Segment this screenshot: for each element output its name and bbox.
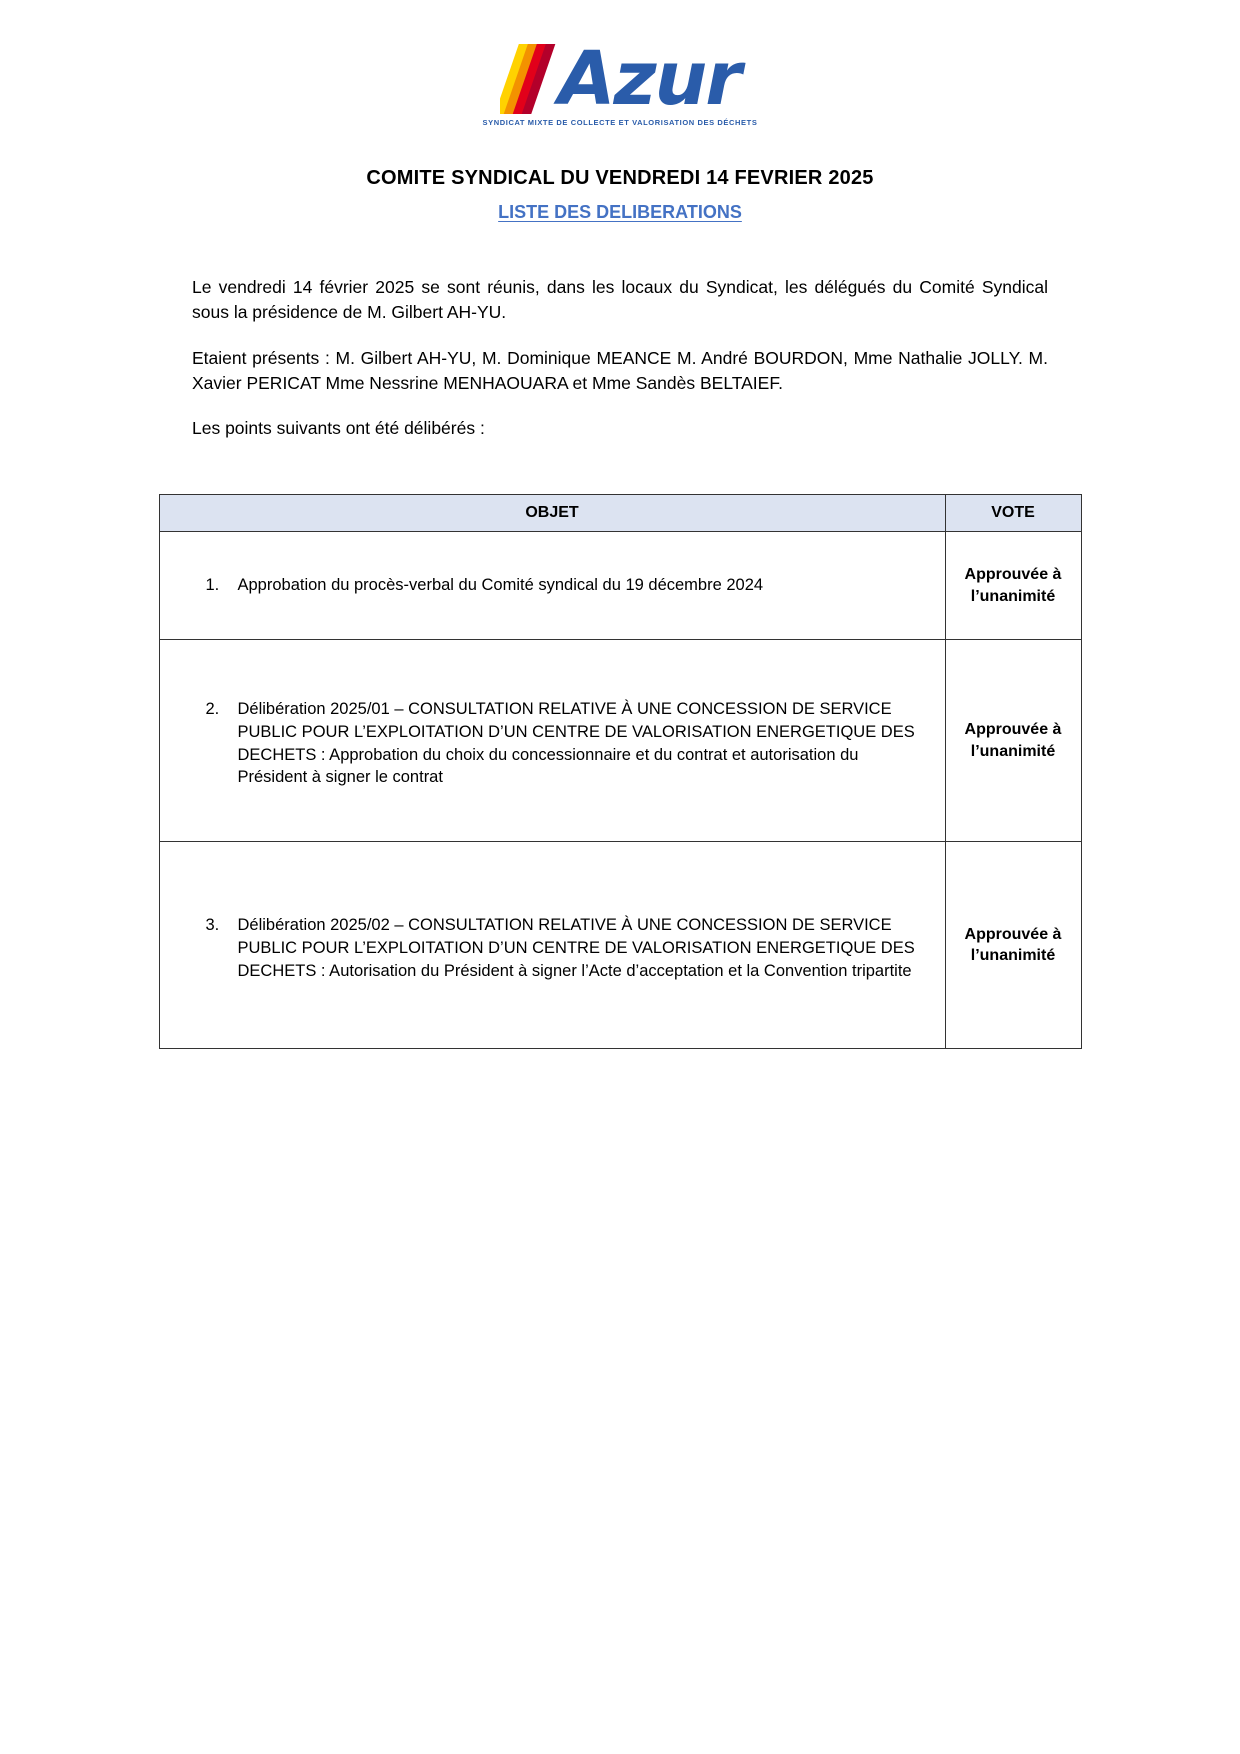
- deliberations-table: [159, 494, 1082, 1049]
- intro-section: [192, 275, 1048, 441]
- intro-paragraph-2: Etaient présents : M. Gilbert AH-YU, M. Dominique MEANCE M. André BOURDON, Mme Nathalie JOLLY. M. Xavier PERICAT Mme Nessrine MENHAOUARA et Mme Sandès BELTAIEF.: [192, 347, 1048, 393]
- objet-cell: [159, 640, 945, 842]
- item-number: 2.: [205, 700, 220, 719]
- page-title: COMITE SYNDICAL DU VENDREDI 14 FEVRIER 2025: [366, 167, 874, 189]
- intro-paragraph-1: Le vendredi 14 février 2025 se sont réunis, dans les locaux du Syndicat, les délégués du Comité Syndical sous la présidence de M. Gilbert AH-YU.: [192, 277, 1048, 322]
- vote-cell: Approuvée à l’unanimité: [945, 532, 1081, 640]
- logo-wordmark: Azur: [558, 35, 740, 122]
- intro-paragraph-3: Les points suivants ont été délibérés :: [192, 418, 485, 439]
- item-number: 3.: [205, 916, 220, 935]
- vote-cell: Approuvée à l’unanimité: [945, 842, 1081, 1049]
- logo-tagline: SYNDICAT MIXTE DE COLLECTE ET VALORISATION DES DÉCHETS: [482, 118, 758, 127]
- rainbow-stripes-icon: [500, 44, 564, 114]
- objet-cell: [159, 532, 945, 640]
- table-row: [159, 842, 1081, 1049]
- table-row: [159, 532, 1081, 640]
- item-text: Délibération 2025/02 – CONSULTATION RELATIVE À UNE CONCESSION DE SERVICE PUBLIC POUR L’EXPLOITATION D’UN CENTRE DE VALORISATION ENERGETIQUE DES DECHETS : Autorisation du Président à signer l’Acte d’acceptation et la Convention tripartite: [237, 916, 915, 980]
- organization-logo: [0, 0, 1240, 127]
- table-row: [159, 640, 1081, 842]
- vote-cell: Approuvée à l’unanimité: [945, 640, 1081, 842]
- logo-mark: [500, 35, 740, 122]
- item-text: Approbation du procès-verbal du Comité syndical du 19 décembre 2024: [237, 576, 764, 595]
- item-text: Délibération 2025/01 – CONSULTATION RELATIVE À UNE CONCESSION DE SERVICE PUBLIC POUR L’EXPLOITATION D’UN CENTRE DE VALORISATION ENERGETIQUE DES DECHETS : Approbation du choix du concessionnaire et du contrat et autorisation du Président à signer le contrat: [237, 700, 915, 787]
- table-header-row: [159, 495, 1081, 532]
- objet-cell: [159, 842, 945, 1049]
- column-header-objet: OBJET: [159, 495, 945, 532]
- column-header-vote: VOTE: [945, 495, 1081, 532]
- page-subtitle: LISTE DES DELIBERATIONS: [498, 202, 742, 222]
- item-number: 1.: [205, 576, 220, 595]
